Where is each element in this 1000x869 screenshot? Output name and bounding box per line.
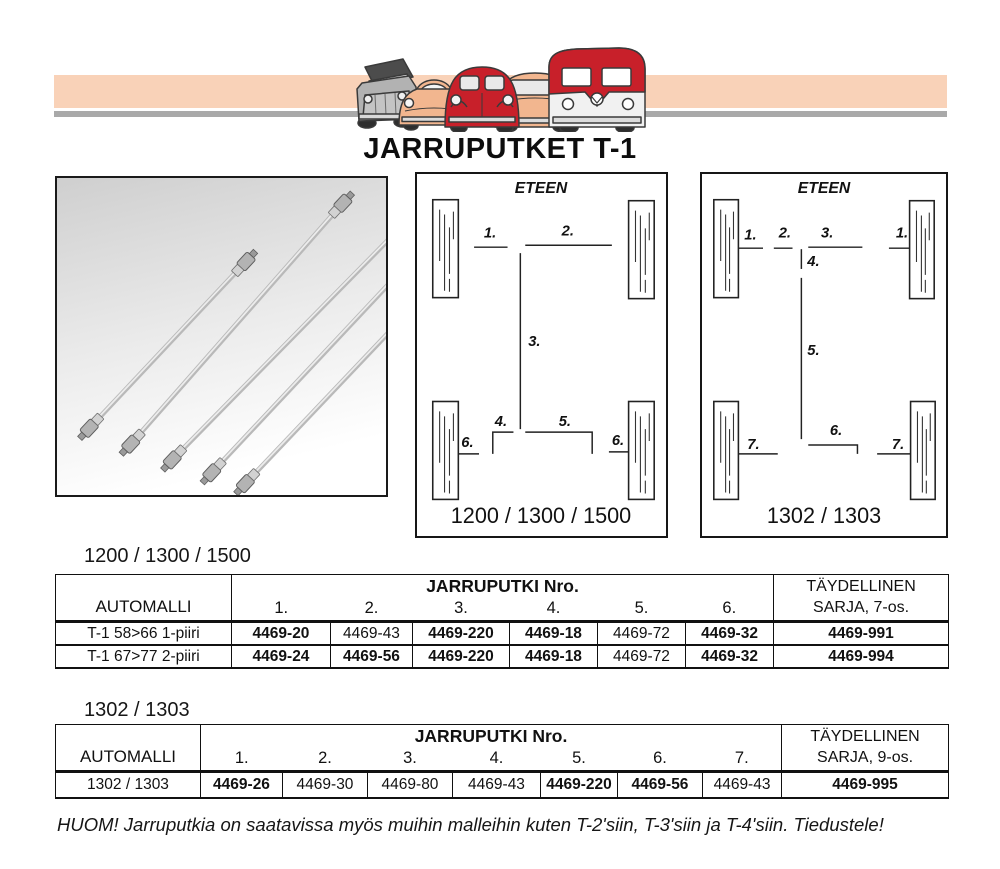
- diagram-1-heading: ETEEN: [514, 179, 568, 197]
- part-number-cell: 4469-220: [413, 622, 510, 646]
- part-number-cell: 4469-80: [368, 772, 453, 799]
- part-number-cell: 4469-26: [201, 772, 283, 799]
- column-header-6: 6.: [686, 598, 774, 622]
- part-number-cell: 4469-72: [598, 645, 686, 668]
- column-header-5: 5.: [541, 748, 618, 772]
- pipe-6-right-label: 6.: [611, 432, 625, 450]
- group-header-jarruputki-nro: JARRUPUTKI Nro.: [414, 726, 568, 746]
- note-text: HUOM! Jarruputkia on saatavissa myös muihin malleihin kuten T-2'siin, T-3'siin ja T-4'siin. Tiedustele!: [57, 814, 884, 835]
- cars-illustration: [347, 37, 647, 132]
- series-cell: 4469-994: [774, 645, 949, 668]
- diagram-1302-1303: [700, 172, 948, 538]
- table-row: [56, 645, 949, 668]
- column-header-6: 6.: [618, 748, 703, 772]
- model-cell: 1302 / 1303: [56, 772, 201, 799]
- wheel-icon: [910, 201, 935, 299]
- part-number-cell: 4469-32: [686, 622, 774, 646]
- part-number-cell: 4469-56: [618, 772, 703, 799]
- brake-pipes-photo-svg: [57, 178, 386, 495]
- part-number-cell: 4469-220: [541, 772, 618, 799]
- wheel-icon: [433, 200, 459, 298]
- table-row: [56, 772, 949, 799]
- part-number-cell: 4469-43: [453, 772, 541, 799]
- parts-table-1302-1303: [55, 724, 949, 799]
- pipe-3-label: 3.: [821, 225, 834, 242]
- series-cell: 4469-995: [782, 772, 949, 799]
- section-label-1200-1300-1500: 1200 / 1300 / 1500: [84, 545, 251, 567]
- wheel-icon: [629, 401, 655, 499]
- pipe-6-line: [808, 445, 857, 454]
- part-number-cell: 4469-32: [686, 645, 774, 668]
- pipe-5-label: 5.: [807, 342, 820, 360]
- diagram-1-svg: [417, 174, 666, 536]
- column-header-7: 7.: [703, 748, 782, 772]
- pipe-6-label: 6.: [829, 423, 843, 440]
- diagram-2-svg: [702, 174, 946, 536]
- series-cell: 4469-991: [774, 622, 949, 646]
- pipe-2-label: 2.: [778, 225, 792, 242]
- column-header-1: 1.: [232, 598, 331, 622]
- pipe-3-label: 3.: [528, 334, 541, 351]
- part-number-cell: 4469-18: [510, 622, 598, 646]
- series-header-line2: SARJA, 9-os.: [817, 748, 914, 766]
- wheel-icon: [629, 201, 655, 299]
- vw-beetle-illustration: [445, 67, 519, 132]
- column-header-automalli: AUTOMALLI: [56, 725, 201, 772]
- group-header-jarruputki-nro: JARRUPUTKI Nro.: [426, 576, 579, 596]
- diagram-1200-1300-1500: [415, 172, 668, 538]
- section-label-1302-1303: 1302 / 1303: [84, 699, 190, 721]
- model-cell: T-1 58>66 1-piiri: [56, 622, 232, 646]
- column-header-2: 2.: [331, 598, 413, 622]
- column-header-4: 4.: [510, 598, 598, 622]
- wheel-icon: [433, 401, 459, 499]
- pipe-5-line: [525, 432, 592, 454]
- pipe-7-left-label: 7.: [747, 436, 760, 453]
- column-header-4: 4.: [453, 748, 541, 772]
- column-header-5: 5.: [598, 598, 686, 622]
- pipe-1-right-label: 1.: [895, 225, 909, 242]
- diagram-2-caption: 1302 / 1303: [766, 503, 882, 529]
- parts-table-1200-1300-1500: [55, 574, 949, 669]
- pipe-6-left-label: 6.: [461, 434, 474, 451]
- column-header-series: [782, 725, 949, 772]
- column-header-2: 2.: [283, 748, 368, 772]
- pipe-4-label: 4.: [494, 414, 508, 431]
- wheel-icon: [911, 401, 936, 499]
- vw-t1-bus-illustration: [549, 48, 645, 132]
- diagram-2-heading: ETEEN: [797, 179, 851, 197]
- part-number-cell: 4469-24: [232, 645, 331, 668]
- pipe-1-left-label: 1.: [744, 227, 757, 244]
- pipe-4-label: 4.: [807, 253, 820, 270]
- part-number-cell: 4469-56: [331, 645, 413, 668]
- wheel-icon: [714, 401, 739, 499]
- model-cell: T-1 67>77 2-piiri: [56, 645, 232, 668]
- part-number-cell: 4469-220: [413, 645, 510, 668]
- part-number-cell: 4469-18: [510, 645, 598, 668]
- column-header-3: 3.: [368, 748, 453, 772]
- column-header-series: [774, 575, 949, 622]
- cars-svg: [347, 37, 647, 132]
- series-header-line1: TÄYDELLINEN: [806, 577, 916, 595]
- part-number-cell: 4469-20: [232, 622, 331, 646]
- series-header-line2: SARJA, 7-os.: [813, 598, 910, 616]
- series-header-line1: TÄYDELLINEN: [810, 727, 920, 745]
- pipe-5-label: 5.: [558, 414, 572, 431]
- part-number-cell: 4469-43: [703, 772, 782, 799]
- column-header-1: 1.: [201, 748, 283, 772]
- part-number-cell: 4469-72: [598, 622, 686, 646]
- diagram-1-caption: 1200 / 1300 / 1500: [450, 503, 632, 529]
- part-number-cell: 4469-30: [283, 772, 368, 799]
- page-title: JARRUPUTKET T-1: [363, 133, 637, 165]
- column-header-automalli: AUTOMALLI: [56, 575, 232, 622]
- wheel-icon: [714, 200, 739, 298]
- part-number-cell: 4469-43: [331, 622, 413, 646]
- pipe-7-right-label: 7.: [891, 436, 905, 453]
- brake-pipes-photo: [55, 176, 388, 497]
- pipe-2-label: 2.: [561, 223, 574, 240]
- column-header-3: 3.: [413, 598, 510, 622]
- table-row: [56, 622, 949, 646]
- pipe-1-label: 1.: [483, 225, 497, 242]
- pipe-4-line: [493, 432, 514, 454]
